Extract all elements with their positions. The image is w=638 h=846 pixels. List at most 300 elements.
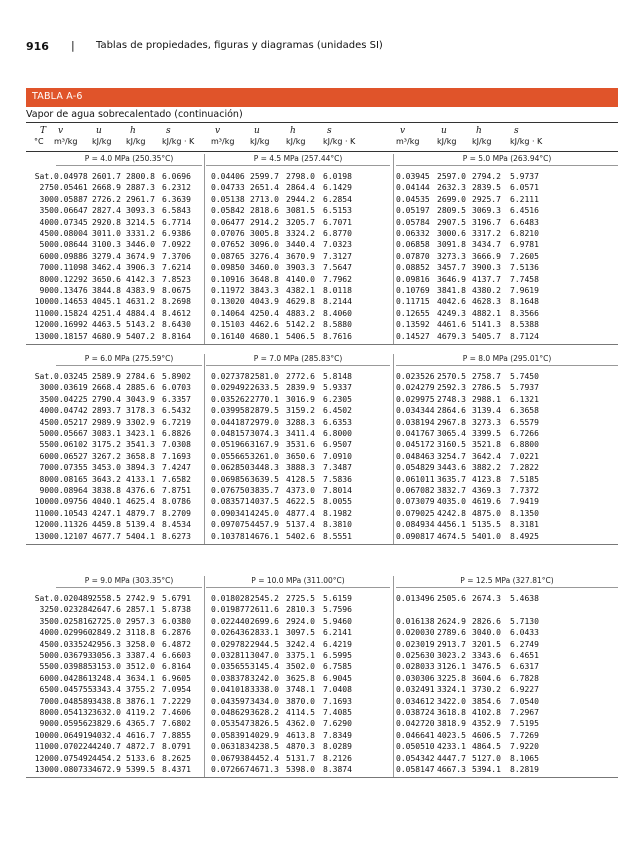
table-row	[26, 639, 618, 650]
table-cell: 0.097075	[211, 520, 250, 530]
table-cell: 2957.3	[126, 616, 155, 626]
table-cell: 3242.0	[250, 673, 279, 683]
table-cell: 5.8738	[162, 605, 191, 615]
table-cell: 4245.0	[250, 508, 279, 518]
table-cell: 4032.4	[92, 730, 121, 740]
table-cell: 7.5195	[510, 719, 539, 729]
table-cell: 5402.6	[286, 531, 315, 541]
table-cell: 3835.7	[250, 486, 279, 495]
table-row	[26, 308, 618, 319]
table-cell: 5.7130	[510, 616, 539, 626]
table-cell: 3457.7	[437, 263, 466, 273]
table-cell: 0.03619	[54, 383, 88, 393]
table-cell: 6.8826	[162, 429, 191, 438]
table-cell: 6.7585	[323, 662, 352, 672]
table-cell: 3273.3	[472, 417, 501, 427]
table-cell: 0.038724	[396, 708, 435, 717]
table-cell: 0.14653	[54, 297, 88, 307]
table-cell: 3343.4	[92, 685, 121, 695]
table-cell: 2864.6	[437, 406, 466, 416]
row-temperature: 1300	[34, 331, 54, 341]
table-cell: 3153.0	[92, 662, 121, 672]
table-cell: 0.090341	[211, 508, 250, 518]
table-row	[26, 627, 618, 638]
column-symbol: u	[96, 126, 102, 136]
column-unit: m³/kg	[396, 137, 420, 146]
table-cell: 3387.4	[126, 651, 155, 660]
table-cell: 3016.9	[286, 394, 315, 404]
table-cell: 3870.0	[286, 696, 315, 706]
table-cell: 5399.5	[126, 765, 155, 774]
row-temperature: 450	[39, 417, 54, 427]
table-cell: 5394.1	[472, 765, 501, 774]
table-cell: 8.7616	[323, 331, 352, 341]
row-temperature: Sat.	[34, 172, 54, 181]
table-cell: 5.7450	[510, 372, 539, 381]
table-row	[26, 296, 618, 307]
table-row	[26, 331, 618, 342]
table-cell: 0.034612	[396, 696, 435, 706]
table-cell: 7.2967	[510, 708, 539, 717]
table-cell: 5.7596	[323, 605, 352, 615]
table-cell: 0.083571	[211, 497, 250, 507]
table-row	[26, 474, 618, 485]
table-cell: 4882.1	[472, 308, 501, 318]
table-cell: 0.044187	[211, 417, 250, 427]
table-cell: 2979.0	[250, 417, 279, 427]
table-cell: 8.0055	[323, 497, 352, 507]
row-temperature: 1100	[34, 742, 54, 752]
table-cell: 3047.0	[250, 651, 279, 660]
table-cell: 0.043597	[211, 696, 250, 706]
table-cell: 3876.1	[126, 696, 155, 706]
table-cell: 3730.2	[472, 685, 501, 695]
table-cell: 4870.3	[286, 742, 315, 752]
table-cell: 3446.0	[126, 240, 155, 250]
table-cell: 0.07652	[211, 240, 245, 250]
table-cell: 0.030306	[396, 673, 435, 683]
table-cell: 4142.3	[126, 274, 155, 284]
table-cell: 2988.1	[472, 394, 501, 404]
table-cell: 8.1982	[323, 508, 352, 518]
table-cell: 0.051966	[211, 440, 250, 450]
table-cell: 2558.5	[92, 594, 121, 603]
table-cell: 3081.5	[286, 206, 315, 216]
table-cell: 0.067082	[396, 486, 435, 495]
table-cell: 4037.5	[250, 497, 279, 507]
table-cell: 0.025816	[54, 616, 93, 626]
table-cell: 8.1065	[510, 753, 539, 763]
table-cell: 3448.3	[250, 463, 279, 473]
table-cell: 2857.1	[126, 605, 155, 615]
table-cell: 8.0118	[323, 286, 352, 295]
table-cell: 2924.0	[286, 616, 315, 626]
table-row	[26, 382, 618, 393]
table-cell: 2647.6	[92, 605, 121, 615]
table-cell: 4102.8	[472, 708, 501, 717]
table-cell: 0.06477	[211, 217, 245, 227]
table-row	[26, 604, 618, 615]
table-row	[26, 371, 618, 382]
table-cell: 3097.5	[286, 628, 315, 638]
table-cell: 3273.3	[437, 251, 466, 261]
table-cell: 3618.8	[437, 708, 466, 717]
table-cell: 4628.3	[472, 297, 501, 307]
table-cell: 5404.1	[126, 531, 155, 541]
table-cell: 7.0308	[162, 440, 191, 450]
table-cell: 3118.8	[126, 628, 155, 638]
table-cell: 3023.2	[437, 651, 466, 660]
table-cell: 8.4371	[162, 765, 191, 774]
row-temperature: 800	[39, 708, 54, 717]
table-cell: 3438.8	[92, 696, 121, 706]
table-cell: 7.0910	[323, 451, 352, 461]
table-cell: 4119.2	[126, 708, 155, 717]
table-row	[26, 239, 618, 250]
table-cell: 7.1693	[323, 696, 352, 706]
row-temperature: 500	[39, 429, 54, 438]
table-cell: 0.15824	[54, 308, 88, 318]
table-cell: 6.2312	[162, 183, 191, 193]
table-cell: 4463.5	[92, 320, 121, 330]
table-cell: 4128.5	[286, 474, 315, 484]
table-cell: 7.0408	[323, 685, 352, 695]
table-cell: 8.0791	[162, 742, 191, 752]
table-cell: 0.020030	[396, 628, 435, 638]
table-cell: 6.4219	[323, 639, 352, 649]
pressure-header: P = 6.0 MPa (275.59°C)	[84, 354, 174, 363]
table-cell: 6.0198	[323, 172, 352, 181]
table-cell: 6.8800	[510, 440, 539, 450]
table-cell: 4040.1	[92, 497, 121, 507]
table-cell: 3460.0	[250, 263, 279, 273]
table-cell: 4365.7	[126, 719, 155, 729]
column-symbol: h	[476, 126, 482, 136]
table-cell: 7.2229	[162, 696, 191, 706]
table-cell: 0.05784	[396, 217, 430, 227]
table-cell: 6.6353	[323, 417, 352, 427]
table-cell: 3069.3	[472, 206, 501, 216]
table-cell: 8.0289	[323, 742, 352, 752]
table-cell: 3646.9	[437, 274, 466, 284]
table-cell: 2725.5	[286, 594, 315, 603]
table-cell: 2989.9	[92, 417, 121, 427]
table-caption: Vapor de agua sobrecalentado (continuación)	[26, 109, 243, 120]
table-cell: 2725.0	[92, 616, 121, 626]
row-temperature: 1100	[34, 508, 54, 518]
table-cell: 3201.5	[472, 639, 501, 649]
table-cell: 4382.1	[286, 286, 315, 295]
row-temperature: 700	[39, 696, 54, 706]
row-temperature: 1200	[34, 753, 54, 763]
pressure-header: P = 4.5 MPa (257.44°C)	[253, 154, 343, 163]
row-temperature: 900	[39, 286, 54, 295]
row-temperature: 800	[39, 474, 54, 484]
table-cell: 0.11972	[211, 286, 245, 295]
table-cell: 3065.4	[437, 429, 466, 438]
table-cell: 7.5136	[510, 263, 539, 273]
table-cell: 7.3127	[323, 251, 352, 261]
table-cell: 5133.6	[126, 753, 155, 763]
table-cell: 4674.5	[437, 531, 466, 541]
column-symbol: s	[166, 126, 171, 136]
table-cell: 0.12292	[54, 274, 88, 284]
table-cell: 6.0433	[510, 628, 539, 638]
table-cell: 4045.1	[92, 297, 121, 307]
pressure-block	[26, 354, 618, 544]
table-cell: 2505.6	[437, 594, 466, 603]
table-cell: 2668.4	[92, 383, 121, 393]
row-temperature: 800	[39, 274, 54, 284]
table-cell: 0.053547	[211, 719, 250, 729]
table-cell: 0.029492	[211, 383, 250, 393]
table-cell: 5135.5	[472, 520, 501, 530]
table-cell: 2597.0	[437, 172, 466, 181]
table-cell: 4677.7	[92, 531, 121, 541]
table-cell: 2849.2	[92, 628, 121, 638]
table-cell: 3100.3	[92, 240, 121, 250]
table-cell: 0.048629	[211, 708, 250, 717]
row-temperature: Sat.	[34, 372, 54, 381]
table-cell: 4447.7	[437, 753, 466, 763]
row-temperature: 500	[39, 651, 54, 660]
table-cell: 3205.7	[286, 217, 315, 227]
table-cell: 5406.5	[286, 331, 315, 341]
table-cell: 6.3357	[162, 394, 191, 404]
table-cell: 6.2111	[510, 194, 539, 204]
table-row	[26, 593, 618, 604]
table-cell: 3083.1	[92, 429, 121, 438]
table-cell: 0.08004	[54, 229, 88, 238]
table-cell: 0.11098	[54, 263, 88, 273]
table-row	[26, 753, 618, 764]
table-cell: 0.054132	[54, 708, 93, 717]
table-cell: 2632.3	[437, 183, 466, 193]
table-row	[26, 661, 618, 672]
table-cell: 6.9781	[510, 240, 539, 250]
column-unit: kJ/kg · K	[510, 137, 543, 146]
table-cell: 0.016138	[396, 616, 435, 626]
table-cell: 7.6214	[162, 263, 191, 273]
pressure-header-rule	[206, 365, 390, 366]
table-cell: 8.0786	[162, 497, 191, 507]
table-cell: 0.14064	[211, 308, 245, 318]
header-separator: |	[71, 39, 75, 52]
table-cell: 3832.7	[437, 486, 466, 495]
table-cell: 0.064919	[54, 730, 93, 740]
table-cell: 4242.8	[437, 508, 466, 518]
table-cell: 5.9460	[323, 616, 352, 626]
row-temperature: 700	[39, 463, 54, 473]
table-cell: 8.5880	[323, 320, 352, 330]
table-cell: 0.038194	[396, 417, 435, 427]
table-cell: 0.033524	[54, 639, 93, 649]
block-bottom-rule	[26, 544, 618, 545]
table-cell: 0.036793	[54, 651, 93, 660]
table-cell: 0.061011	[396, 474, 435, 484]
table-cell: 2748.3	[437, 394, 466, 404]
table-cell: 3903.3	[286, 263, 315, 273]
table-cell: 5142.2	[286, 320, 315, 330]
table-cell: 3906.3	[126, 263, 155, 273]
table-cell: 6.2854	[323, 194, 352, 204]
column-unit: kJ/kg	[286, 137, 306, 146]
table-cell: 3625.8	[286, 673, 315, 683]
table-cell: 4238.5	[250, 742, 279, 752]
table-cell: 5401.0	[472, 531, 501, 541]
column-unit: kJ/kg · K	[162, 137, 195, 146]
table-cell: 3674.9	[126, 251, 155, 261]
table-cell: 6.7219	[162, 417, 191, 427]
table-cell: 4362.0	[286, 719, 315, 729]
table-cell: 4137.7	[472, 274, 501, 284]
table-cell: 0.18157	[54, 331, 88, 341]
table-row	[26, 496, 618, 507]
table-cell: 7.8751	[162, 486, 191, 495]
table-cell: 3818.9	[437, 719, 466, 729]
table-cell: 0.048157	[211, 429, 250, 438]
table-cell: 0.10543	[54, 508, 88, 518]
table-cell: 0.026436	[211, 628, 250, 638]
table-cell: 4233.1	[437, 742, 466, 752]
table-cell: 6.1321	[510, 394, 539, 404]
pressure-header-rule	[206, 587, 390, 588]
table-cell: 3666.9	[472, 251, 501, 261]
page-header	[26, 40, 626, 54]
table-cell: 0.04742	[54, 406, 88, 416]
table-row	[26, 485, 618, 496]
table-cell: 6.9386	[162, 229, 191, 238]
table-cell: 6.8770	[323, 229, 352, 238]
table-cell: 3648.8	[250, 274, 279, 284]
table-cell: 0.035655	[211, 662, 250, 672]
table-cell: 0.07870	[396, 251, 430, 261]
table-cell: 0.05197	[396, 206, 430, 216]
table-cell: 0.14527	[396, 331, 430, 341]
table-cell: 5141.3	[472, 320, 501, 330]
table-cell: 2944.5	[250, 639, 279, 649]
pressure-header-rule	[396, 587, 618, 588]
column-symbol: s	[327, 126, 332, 136]
table-cell: 0.079025	[396, 508, 435, 518]
table-cell: 2589.9	[92, 372, 121, 381]
row-temperature: 550	[39, 440, 54, 450]
table-cell: 8.2698	[162, 297, 191, 307]
table-cell: 8.2625	[162, 753, 191, 763]
table-cell: 0.023526	[396, 372, 435, 381]
table-cell: 0.055665	[211, 451, 250, 461]
table-cell: 7.0540	[510, 696, 539, 706]
table-cell: 7.3706	[162, 251, 191, 261]
table-cell: 3331.2	[126, 229, 155, 238]
table-cell: 2907.5	[437, 217, 466, 227]
table-cell: 8.4534	[162, 520, 191, 530]
table-cell: 3248.4	[92, 673, 121, 683]
table-cell: 8.7124	[510, 331, 539, 341]
table-cell: 3604.6	[472, 673, 501, 683]
table-cell: 4631.2	[126, 297, 155, 307]
table-cell: 3434.0	[250, 696, 279, 706]
row-temperature: 1300	[34, 531, 54, 541]
table-cell: 4249.3	[437, 308, 466, 318]
table-cell: 0.019877	[211, 605, 250, 615]
table-cell: 0.13592	[396, 320, 430, 330]
table-cell: 3854.6	[472, 696, 501, 706]
table-cell: 0.020489	[54, 594, 93, 603]
table-cell: 4029.9	[250, 730, 279, 740]
table-cell: 0.16140	[211, 331, 245, 341]
table-cell: 3628.2	[250, 708, 279, 717]
column-unit: kJ/kg	[472, 137, 492, 146]
table-cell: 2624.9	[437, 616, 466, 626]
table-cell: 8.5388	[510, 320, 539, 330]
table-cell: 3338.0	[250, 685, 279, 695]
table-cell: 0.11326	[54, 520, 88, 530]
table-cell: 3214.5	[126, 217, 155, 227]
table-cell: 7.9619	[510, 286, 539, 295]
table-cell: 3324.2	[286, 229, 315, 238]
table-cell: 7.9419	[510, 497, 539, 507]
table-cell: 3399.5	[472, 429, 501, 438]
table-cell: 0.04978	[54, 172, 88, 181]
table-cell: 2827.4	[92, 206, 121, 216]
table-cell: 6.0703	[162, 383, 191, 393]
table-cell: 3093.3	[126, 206, 155, 216]
table-cell: 0.029960	[54, 628, 93, 638]
table-cell: 7.0323	[323, 240, 352, 250]
table-cell: 6.1429	[323, 183, 352, 193]
table-cell: 5398.0	[286, 765, 315, 774]
row-temperature: 1300	[34, 765, 54, 774]
table-row	[26, 616, 618, 627]
table-cell: 0.06858	[396, 240, 430, 250]
row-temperature: 600	[39, 251, 54, 261]
table-cell: 3267.2	[92, 451, 121, 461]
table-cell: 2699.6	[250, 616, 279, 626]
table-cell: 8.6430	[162, 320, 191, 330]
table-cell: 0.09756	[54, 497, 88, 507]
block-bottom-rule	[26, 344, 618, 345]
table-row	[26, 217, 618, 228]
column-headers-rule	[26, 151, 618, 152]
table-row	[26, 171, 618, 182]
table-cell: 3258.0	[126, 639, 155, 649]
column-unit: kJ/kg	[437, 137, 457, 146]
table-cell: 5407.2	[126, 331, 155, 341]
table-cell: 4383.9	[126, 286, 155, 295]
table-cell: 6.6603	[162, 651, 191, 660]
table-cell: 8.4925	[510, 531, 539, 541]
table-row	[26, 417, 618, 428]
table-row	[26, 319, 618, 330]
table-cell: 6.5579	[510, 417, 539, 427]
table-cell: 4461.6	[437, 320, 466, 330]
table-cell: 3139.4	[472, 406, 501, 416]
table-cell: 0.04144	[396, 183, 430, 193]
table-cell: 5.9337	[323, 383, 352, 393]
table-cell: 2601.7	[92, 172, 121, 181]
table-cell: 0.069856	[211, 474, 250, 484]
table-cell: 7.8855	[162, 730, 191, 740]
table-cell: 0.022440	[211, 616, 250, 626]
row-temperature: 600	[39, 673, 54, 683]
table-cell: 7.6290	[323, 719, 352, 729]
pressure-block	[26, 576, 618, 777]
table-cell: 0.08964	[54, 486, 88, 495]
table-row	[26, 519, 618, 530]
column-symbol: v	[215, 126, 221, 136]
table-cell: 4251.4	[92, 308, 121, 318]
